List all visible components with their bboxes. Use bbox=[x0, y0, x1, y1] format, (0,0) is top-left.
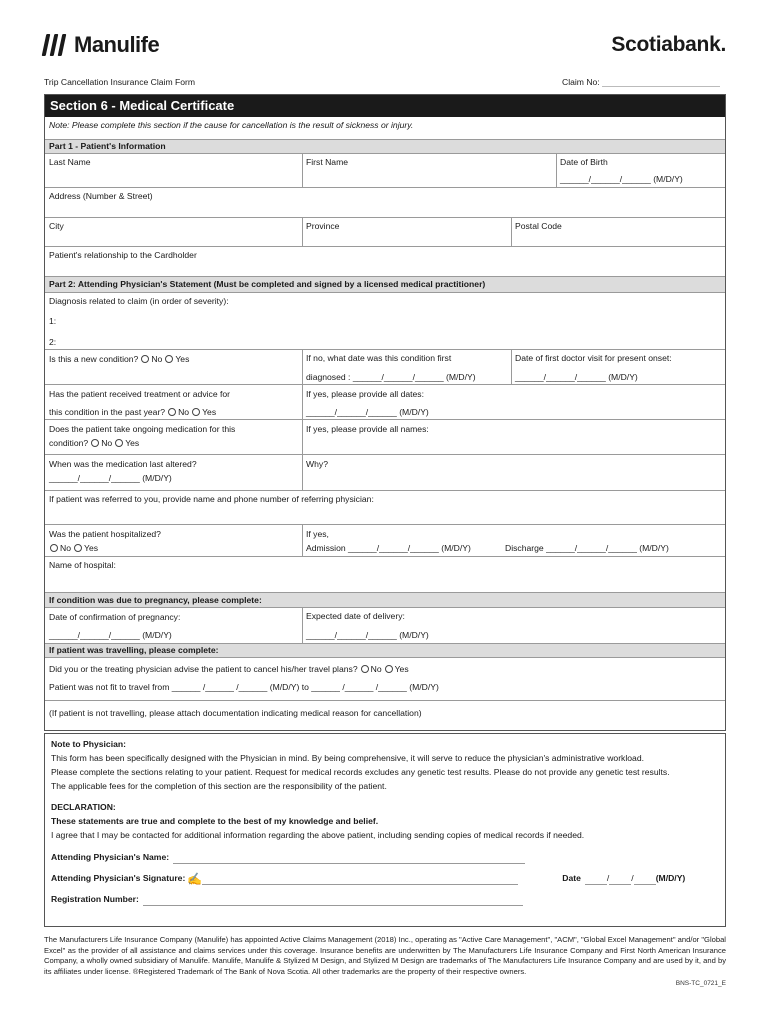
part1-title: Part 1 - Patient's Information bbox=[45, 140, 725, 153]
manulife-brand-name: Manulife bbox=[74, 32, 160, 57]
treatment-dates-field[interactable]: ______/______/______ (M/D/Y) bbox=[306, 407, 429, 417]
first-visit-label: Date of first doctor visit for present onset: bbox=[515, 353, 672, 363]
treatment-label-1: Has the patient received treatment or advice for bbox=[49, 389, 231, 399]
first-diagnosed-label: If no, what date was this condition first bbox=[306, 353, 452, 363]
last-name-label: Last Name bbox=[49, 157, 91, 167]
section-note: Note: Please complete this section if the cause for cancellation is the result of sickness or injury. bbox=[49, 120, 414, 130]
note-line-3: The applicable fees for the completion of this section are the responsibility of the patient. bbox=[51, 781, 387, 791]
travel-title: If patient was travelling, please complete: bbox=[45, 644, 725, 657]
form-code: BNS-TC_0721_E bbox=[675, 980, 726, 987]
declaration-title: DECLARATION: bbox=[51, 802, 116, 812]
relationship-label: Patient's relationship to the Cardholder bbox=[49, 250, 197, 260]
manulife-logo bbox=[44, 32, 159, 58]
scotiabank-logo: Scotiabank. bbox=[611, 33, 726, 56]
why-label: Why? bbox=[306, 459, 328, 469]
medication-names-label: If yes, please provide all names: bbox=[306, 424, 429, 434]
date-day-field[interactable] bbox=[609, 876, 631, 885]
hospitalized-no-radio[interactable] bbox=[50, 544, 58, 552]
physician-signature-row: Attending Physician's Signature: ✍ Date / / (M/D/Y) bbox=[51, 872, 686, 886]
physician-signature-label: Attending Physician's Signature: bbox=[51, 873, 186, 883]
first-visit-field[interactable]: ______/______/______ (M/D/Y) bbox=[515, 372, 638, 382]
discharge-field[interactable]: Discharge ______/______/______ (M/D/Y) bbox=[505, 543, 669, 553]
first-name-label: First Name bbox=[306, 157, 349, 167]
advise-cancel-question: Did you or the treating physician advise the patient to cancel his/her travel plans? No Yes bbox=[49, 664, 409, 674]
physician-name-row bbox=[51, 850, 719, 864]
physician-declaration-box bbox=[44, 733, 726, 927]
medication-label-1: Does the patient take ongoing medication for this bbox=[49, 424, 236, 434]
physician-name-field[interactable] bbox=[173, 855, 525, 864]
pregnancy-confirm-field[interactable]: ______/______/______ (M/D/Y) bbox=[49, 630, 172, 640]
first-diagnosed-field[interactable]: diagnosed : ______/______/______ (M/D/Y) bbox=[306, 372, 476, 382]
new-condition-no-radio[interactable] bbox=[141, 355, 149, 363]
pregnancy-title: If condition was due to pregnancy, please complete: bbox=[45, 593, 725, 607]
not-travelling-note: (If patient is not travelling, please attach documentation indicating medical reason for cancellation) bbox=[49, 708, 422, 718]
postal-code-label: Postal Code bbox=[515, 221, 562, 231]
note-line-1: This form has been specifically designed with the Physician in mind. By being comprehensive, it will serve to reduce the physician's administrative workload. bbox=[51, 753, 644, 763]
diagnosis-label: Diagnosis related to claim (in order of severity): bbox=[49, 296, 229, 306]
hospitalized-yes-radio[interactable] bbox=[74, 544, 82, 552]
medication-no-radio[interactable] bbox=[91, 439, 99, 447]
dob-label: Date of Birth bbox=[560, 157, 608, 167]
if-yes-label: If yes, bbox=[306, 529, 329, 539]
diagnosis-2[interactable]: 2: bbox=[49, 337, 57, 347]
referring-physician-label: If patient was referred to you, provide name and phone number of referring physician: bbox=[49, 494, 374, 504]
expected-delivery-label: Expected date of delivery: bbox=[306, 611, 405, 621]
date-year-field[interactable] bbox=[634, 876, 656, 885]
address-label: Address (Number & Street) bbox=[49, 191, 153, 201]
pen-icon: ✍ bbox=[187, 872, 203, 886]
medical-certificate-form bbox=[44, 94, 726, 731]
declaration-text: I agree that I may be contacted for additional information regarding the above patient, including sending copies of medical records if needed. bbox=[51, 830, 585, 840]
hospitalized-options: No Yes bbox=[47, 543, 98, 554]
medication-altered-field[interactable]: ______/______/______ (M/D/Y) bbox=[49, 473, 172, 483]
hospital-name-label: Name of hospital: bbox=[49, 560, 116, 570]
claim-number bbox=[562, 77, 720, 87]
medication-altered-label: When was the medication last altered? bbox=[49, 459, 197, 469]
advise-cancel-yes-radio[interactable] bbox=[385, 665, 393, 673]
claim-number-label: Claim No: bbox=[562, 77, 600, 87]
treatment-dates-label: If yes, please provide all dates: bbox=[306, 389, 424, 399]
note-line-2: Please complete the sections relating to your patient. Request for medical records excludes any genetic test results. Please do not provide any genetic test results. bbox=[51, 767, 670, 777]
declaration-statement: These statements are true and complete to the best of my knowledge and belief. bbox=[51, 816, 379, 826]
not-fit-to-travel-field[interactable]: Patient was not fit to travel from ______ /______ /______ (M/D/Y) to ______ /______ /______ (M/D/Y) bbox=[49, 682, 439, 692]
date-month-field[interactable] bbox=[585, 876, 607, 885]
registration-label: Registration Number: bbox=[51, 894, 139, 904]
medication-question: condition? No Yes bbox=[49, 438, 140, 448]
registration-field[interactable] bbox=[143, 897, 523, 906]
medication-yes-radio[interactable] bbox=[115, 439, 123, 447]
hospitalized-label: Was the patient hospitalized? bbox=[49, 529, 161, 539]
new-condition-yes-radio[interactable] bbox=[165, 355, 173, 363]
date-label: Date bbox=[562, 873, 581, 883]
physician-signature-field[interactable] bbox=[202, 876, 518, 885]
section-title: Section 6 - Medical Certificate bbox=[45, 95, 725, 117]
manulife-mark-icon bbox=[44, 34, 64, 56]
treatment-yes-radio[interactable] bbox=[192, 408, 200, 416]
physician-name-label: Attending Physician's Name: bbox=[51, 852, 170, 862]
new-condition-question: Is this a new condition? No Yes bbox=[49, 354, 190, 364]
pregnancy-confirm-label: Date of confirmation of pregnancy: bbox=[49, 612, 181, 622]
date-format-label: (M/D/Y) bbox=[655, 873, 686, 883]
registration-row bbox=[51, 892, 719, 906]
treatment-no-radio[interactable] bbox=[168, 408, 176, 416]
advise-cancel-no-radio[interactable] bbox=[361, 665, 369, 673]
form-title: Trip Cancellation Insurance Claim Form bbox=[44, 77, 196, 87]
note-title: Note to Physician: bbox=[51, 739, 126, 749]
dob-field[interactable]: ______/______/______ (M/D/Y) bbox=[560, 174, 683, 184]
footer-disclaimer: The Manufacturers Life Insurance Company (Manulife) has appointed Active Claims Management (2018) Inc., operating as "Active Care Management", "ACM", "Global Excel Management" and/or "Global Excel" as the provider of all assistance and claims services under this coverage. Insurance benefits are underwritten by The Manufacturers Life Insurance Company and First North American Insurance Company, a wholly owned subsidiary of Manulife. Manulife, Manulife & Stylized M Design, and Stylized M Design are trademarks of The Manufacturers Life Insurance Company and are used by it, and by its affiliates under license. ®Registered Trademark of The Bank of Nova Scotia. All other trademarks are the property of their respective owners. bbox=[44, 935, 726, 976]
claim-number-field[interactable] bbox=[602, 77, 720, 87]
diagnosis-1[interactable]: 1: bbox=[49, 316, 57, 326]
part2-title: Part 2: Attending Physician's Statement (Must be completed and signed by a licensed medical practitioner) bbox=[45, 277, 725, 292]
treatment-question: this condition in the past year? No Yes bbox=[49, 407, 217, 417]
admission-field[interactable]: Admission ______/______/______ (M/D/Y) bbox=[306, 543, 471, 553]
expected-delivery-field[interactable]: ______/______/______ (M/D/Y) bbox=[306, 630, 429, 640]
province-label: Province bbox=[306, 221, 340, 231]
city-label: City bbox=[49, 221, 64, 231]
